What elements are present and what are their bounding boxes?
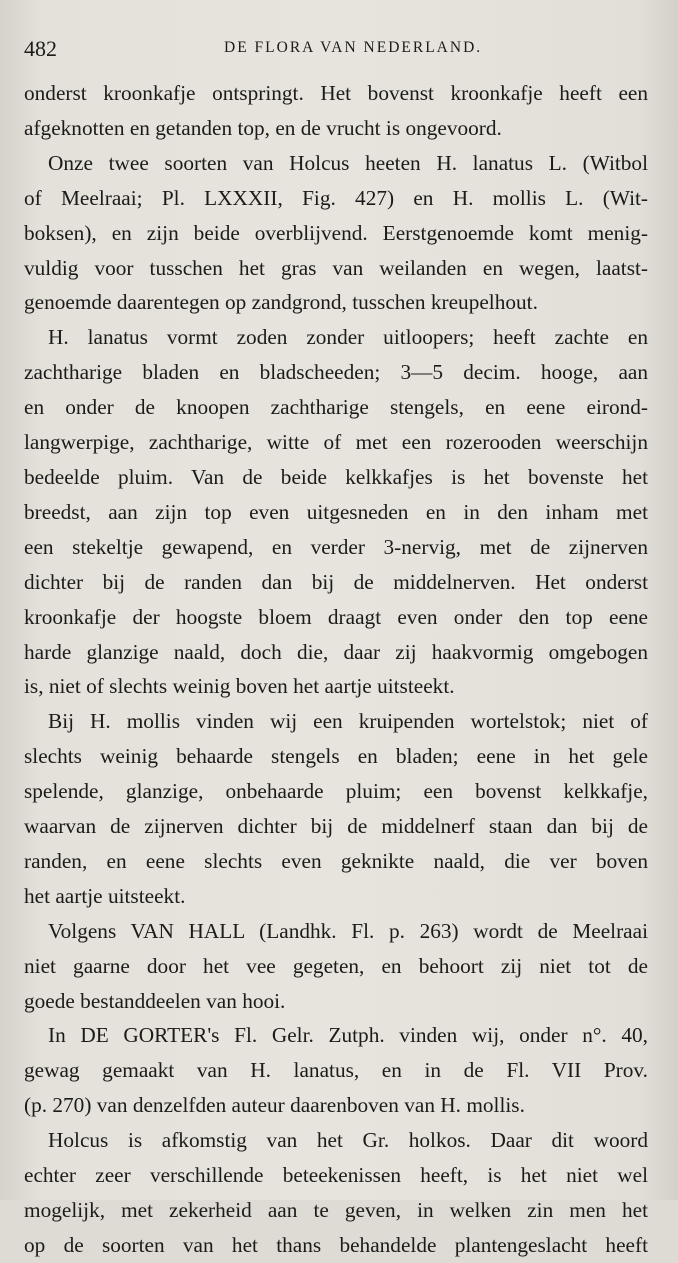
text-line: breedst, aan zijn top even uitgesneden en in den inham met bbox=[24, 499, 648, 524]
text-line: mogelijk, met zekerheid aan te geven, in welken zin men het bbox=[24, 1198, 648, 1222]
text-line: dichter bij de randen dan bij de middelnerven. Het onderst bbox=[24, 569, 648, 594]
text-line: (p. 270) van denzelfden auteur daarenboven van H. mollis. bbox=[24, 1093, 525, 1118]
running-title: DE FLORA VAN NEDERLAND. bbox=[224, 39, 483, 56]
text-line: niet gaarne door het vee gegeten, en behoort zij niet tot de bbox=[24, 953, 648, 978]
text-line: bedeelde pluim. Van de beide kelkkafjes is het bovenste het bbox=[24, 464, 648, 489]
text-line: en onder de knoopen zachtharige stengels, en eene eirond- bbox=[24, 395, 648, 420]
text-line: Bij H. mollis vinden wij een kruipenden wortelstok; niet of bbox=[48, 709, 648, 734]
text-line: afgeknotten en getanden top, en de vrucht is ongevoord. bbox=[24, 115, 502, 140]
paragraph-6 bbox=[24, 1018, 648, 1123]
page-header bbox=[24, 36, 638, 60]
text-line: goede bestanddeelen van hooi. bbox=[24, 988, 286, 1013]
paragraph-3 bbox=[24, 320, 648, 704]
text-line: kroonkafje der hoogste bloem draagt even onder den top eene bbox=[24, 604, 648, 629]
text-line: echter zeer verschillende beteekenissen heeft, is het niet wel bbox=[24, 1163, 648, 1188]
text-line: spelende, glanzige, onbehaarde pluim; een bovenst kelkkafje, bbox=[24, 779, 648, 804]
paragraph-2 bbox=[24, 146, 648, 321]
text-line: langwerpige, zachtharige, witte of met een rozerooden weerschijn bbox=[24, 430, 648, 455]
text-line: genoemde daarentegen op zandgrond, tusschen kreupelhout. bbox=[24, 290, 538, 315]
text-line: boksen), en zijn beide overblijvend. Eerstgenoemde komt menig- bbox=[24, 220, 648, 245]
text-line: is, niet of slechts weinig boven het aartje uitsteekt. bbox=[24, 674, 455, 699]
text-line: zachtharige bladen en bladscheeden; 3—5 decim. hooge, aan bbox=[24, 360, 648, 385]
page-number: 482 bbox=[24, 36, 57, 61]
paragraph-5 bbox=[24, 914, 648, 1019]
text-line: H. lanatus vormt zoden zonder uitloopers; heeft zachte en bbox=[48, 325, 648, 350]
text-line: randen, en eene slechts even geknikte naald, die ver boven bbox=[24, 848, 648, 873]
text-line: of Meelraai; Pl. LXXXII, Fig. 427) en H. mollis L. (Wit- bbox=[24, 185, 648, 210]
text-line: op de soorten van het thans behandelde plantengeslacht heeft bbox=[24, 1232, 648, 1257]
text-line: vuldig voor tusschen het gras van weilanden en wegen, laatst- bbox=[24, 255, 648, 280]
text-line: een stekeltje gewapend, en verder 3-nervig, met de zijnerven bbox=[24, 534, 648, 559]
paragraph-7 bbox=[24, 1123, 648, 1263]
paragraph-4 bbox=[24, 704, 648, 913]
text-line: harde glanzige naald, doch die, daar zij haakvormig omgebogen bbox=[24, 639, 648, 664]
body-text bbox=[24, 76, 648, 1263]
text-line: gewag gemaakt van H. lanatus, en in de Fl. VII Prov. bbox=[24, 1058, 648, 1083]
text-line: In DE GORTER's Fl. Gelr. Zutph. vinden wij, onder n°. 40, bbox=[48, 1023, 648, 1048]
text-line: slechts weinig behaarde stengels en bladen; eene in het gele bbox=[24, 744, 648, 769]
text-line: Onze twee soorten van Holcus heeten H. lanatus L. (Witbol bbox=[48, 150, 648, 175]
text-line: onderst kroonkafje ontspringt. Het bovenst kroonkafje heeft een bbox=[24, 81, 648, 105]
text-line: Volgens VAN HALL (Landhk. Fl. p. 263) wordt de Meelraai bbox=[48, 918, 648, 943]
text-line: waarvan de zijnerven dichter bij de middelnerf staan dan bij de bbox=[24, 814, 648, 839]
text-line: het aartje uitsteekt. bbox=[24, 883, 186, 908]
text-line: Holcus is afkomstig van het Gr. holkos. Daar dit woord bbox=[48, 1128, 648, 1153]
paragraph-1 bbox=[24, 76, 648, 146]
